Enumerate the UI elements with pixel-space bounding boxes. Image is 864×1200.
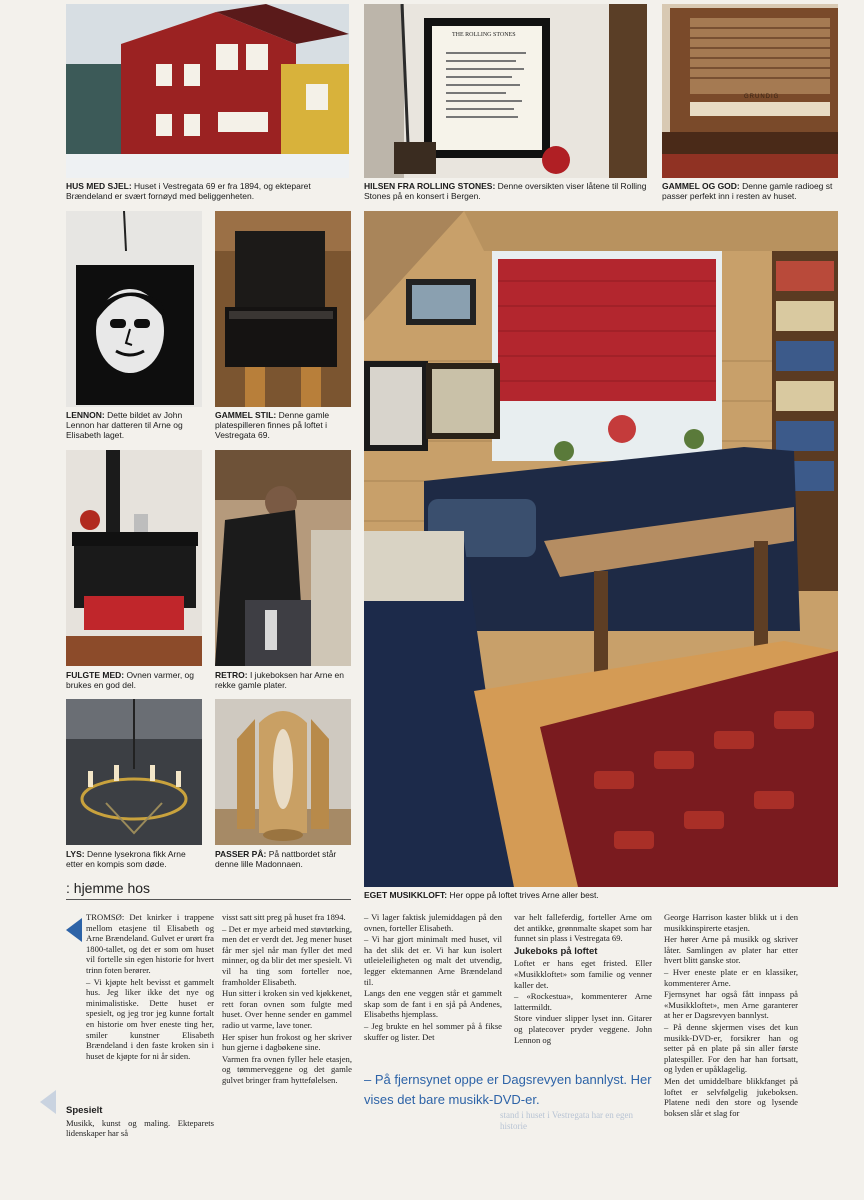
paragraph: Her hører Arne på musikk og skriver låter. Samlingen av plater har etter hvert blitt ganske stor. (664, 934, 798, 966)
photo-jukebox-arne (215, 450, 351, 666)
caption-retro: RETRO: I jukeboksen har Arne en rekke gamle plater. (215, 670, 344, 690)
paragraph: Varmen fra ovnen fyller hele etasjen, og tømmerveggene og det gamle gulvet bringer fram hyttefølelsen. (222, 1053, 352, 1085)
caption-fulgte: FULGTE MED: Ovnen varmer, og brukes en god del. (66, 670, 194, 690)
paragraph: – Vi har gjort minimalt med huset, vil ha det slik det er. Vi har kun isolert utleieleiligheten og malt det utvendig, legger ektemannen Arne Brændeland til. (364, 934, 502, 987)
photo-music-attic (364, 211, 838, 887)
pull-quote: – På fjernsynet oppe er Dagsrevyen bannlyst. Her vises det bare musikk-DVD-er. (364, 1072, 652, 1107)
article-col-2 (222, 912, 352, 1087)
photo-old-radio (662, 4, 838, 178)
paragraph: visst satt sitt preg på huset fra 1894. (222, 912, 346, 922)
caption-rolling: HILSEN FRA ROLLING STONES: Denne oversikten viser låtene til Rolling Stones på en konsert i Bergen. (364, 181, 647, 201)
paragraph: Loftet er hans eget fristed. Eller «Musikkloftet» som familie og venner kaller det. (514, 958, 652, 990)
bleed-through-text: stand i huset i Vestregata har en egen historie (500, 1110, 634, 1131)
paragraph: – Vi kjøpte helt bevisst et gammelt hus. Jeg liker ikke det nye og minimalistiske. Dette huset er spesielt, og jeg tror jeg kunne fortalt en historie om hver eneste ting her, smiler kunstner Elisabeth Brændeland i den faste kroken sin i huset de kjøpte for ni år siden. (86, 976, 214, 1061)
arrow-start-icon (66, 918, 82, 942)
caption-stil: GAMMEL STIL: Denne gamle platespilleren finnes på loftet i Vestregata 69. (215, 410, 330, 440)
caption-lys: LYS: Denne lysekrona fikk Arne etter en kompis som døde. (66, 849, 186, 869)
caption-radio: GAMMEL OG GOD: Denne gamle radioeg st passer perfekt inn i resten av huset. (662, 181, 833, 201)
paragraph: Langs den ene veggen står et gammelt skap som de fant i en sjå på Andenes, Elisabeths hjemplass. (364, 988, 502, 1020)
photo-red-house (66, 4, 349, 178)
caption-hus: HUS MED SJEL: Huset i Vestregata 69 er fra 1894, og ekteparet Brændeland er svært fornøyd med beliggenheten. (66, 181, 311, 201)
paragraph: Her spiser hun frokost og her skriver hun gjerne i dagbøkene sine. (222, 1031, 352, 1053)
red-blind (498, 259, 716, 401)
section-rule (66, 899, 351, 900)
paragraph: Musikk, kunst og maling. Ekteparets lidenskaper har så (66, 1117, 214, 1139)
section-label: : hjemme hos (66, 880, 151, 896)
poster-title: THE ROLLING STONES (452, 32, 516, 38)
paragraph: var helt falleferdig, forteller Arne om det antikke, grønnmalte skapet som har funnet sin plass i Vestregata 69. (514, 912, 652, 944)
article-col-1 (86, 912, 214, 1062)
paragraph: TROMSØ: Det knirker i trappene mellom etasjene til Elisabeth og Arne Brændeland. Gulvet er urørt fra 1800-tallet, og det er som om huset vil fortelle sin egen historie for hvert trinn foten berører. (86, 912, 214, 975)
article-col-5 (664, 912, 798, 1119)
radio-brand: GRUNDIG (744, 94, 780, 100)
photo-chandelier (66, 699, 202, 845)
photo-stove (66, 450, 202, 666)
paragraph: Store vinduer slipper lyset inn. Gitarer og platecover pryder veggene. John Lennon og (514, 1013, 652, 1045)
photo-gramophone (215, 211, 351, 407)
paragraph: – Hver eneste plate er en klassiker, kommenterer Arne. (664, 966, 798, 988)
article-col-4 (514, 912, 652, 1046)
paragraph: Fjernsynet har også fått innpass på «Musikkloftet», men Arne garanterer at her er Dagsrevyen bannlyst. (664, 989, 798, 1021)
paragraph: – Vi lager faktisk julemiddagen på den ovnen, forteller Elisabeth. (364, 912, 502, 933)
paragraph: Men det umiddelbare blikkfanget på loftet er selvfølgelig jukeboksen. Platene nedi den store og lysende boksen slår et slag for (664, 1075, 798, 1118)
article-col-1b (66, 1103, 214, 1140)
paragraph: George Harrison kaster blikk ut i den musikkinspirerte etasjen. (664, 912, 798, 933)
paragraph: – Jeg brukte en hel sommer på å fikse skuffer og lister. Det (364, 1020, 502, 1042)
article-col-3 (364, 912, 502, 1043)
caption-passer: PASSER PÅ: På nattbordet står denne lille Madonnaen. (215, 849, 337, 869)
heading-jukeboks: Jukeboks på loftet (514, 945, 598, 957)
photo-rolling-stones-poster (364, 4, 647, 178)
photo-madonna (215, 699, 351, 845)
caption-lennon: LENNON: Dette bildet av John Lennon har datteren til Arne og Elisabeth laget. (66, 410, 183, 440)
paragraph: Hun sitter i kroken sin ved kjøkkenet, rett foran ovnen som fulgte med huset. Over henne sender en gammel radio ut varme, lave toner. (222, 988, 352, 1030)
photo-lennon-portrait (66, 211, 202, 407)
paragraph: – På denne skjermen vises det kun musikk-DVD-er, forsikrer han og setter på en plate på sin aller første platespiller. For den har han fortsatt, og lyden er upåklagelig. (664, 1021, 798, 1075)
paragraph: – «Rockestua», kommenterer Arne lattermildt. (514, 991, 652, 1012)
arrow-side-icon (40, 1090, 56, 1114)
caption-loft: EGET MUSIKKLOFT: Her oppe på loftet trives Arne aller best. (364, 890, 599, 900)
paragraph: – Det er mye arbeid med støvtørking, men det er verdt det. Jeg mener huset får mer sjel når man fyller det med minner, og da blir det mer spesielt. Vi vil ha ting som forteller noe, framholder Elisabeth. (222, 923, 352, 987)
heading-spesielt: Spesielt (66, 1105, 103, 1116)
